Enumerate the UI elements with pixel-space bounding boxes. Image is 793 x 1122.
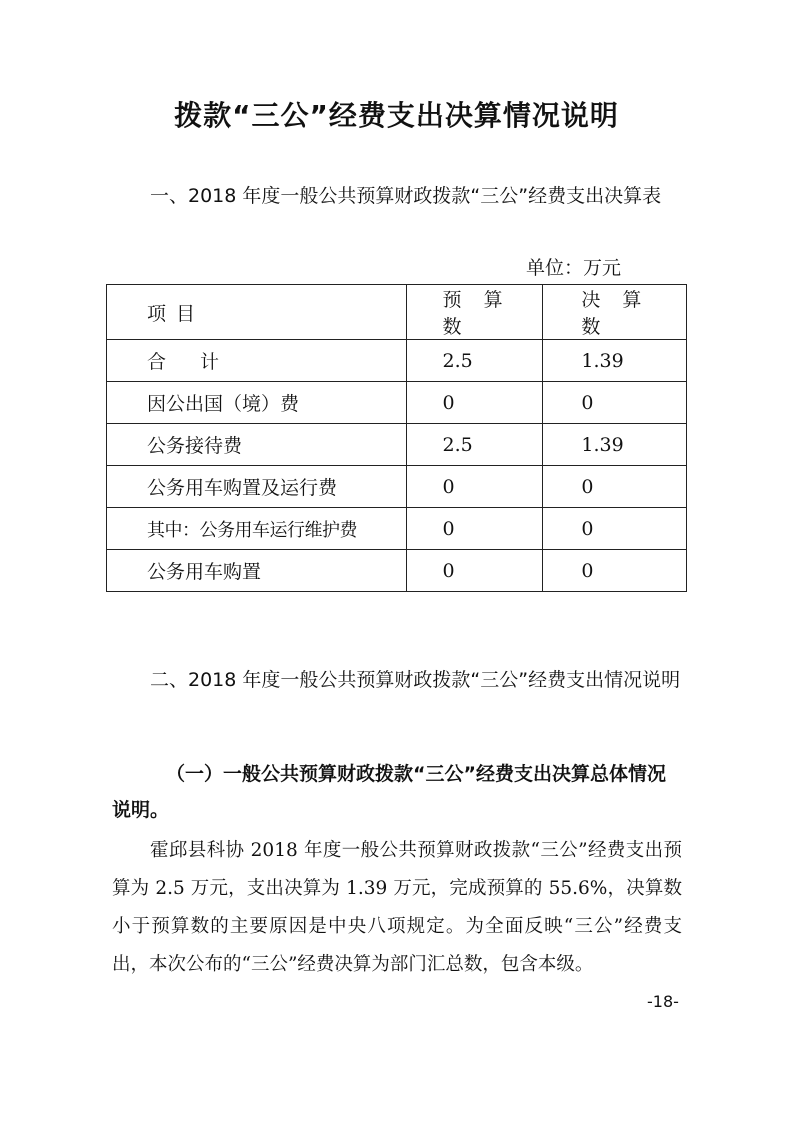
row-final: 1.39 <box>543 424 687 466</box>
row-item: 合 计 <box>107 340 407 382</box>
row-item: 公务用车购置及运行费 <box>107 466 407 508</box>
section1-heading: 一、2018 年度一般公共预算财政拨款“三公”经费支出决算表 <box>150 185 662 207</box>
section2-subheading: （一）一般公共预算财政拨款“三公”经费支出决算总体情况说明。 <box>112 763 666 821</box>
unit-label: 单位：万元 <box>526 257 622 279</box>
table-row <box>107 550 687 592</box>
page-number: -18- <box>647 992 679 1011</box>
header-item: 项 目 <box>107 285 407 340</box>
row-final: 0 <box>543 550 687 592</box>
row-final: 0 <box>543 466 687 508</box>
table-header-row <box>107 285 687 340</box>
three-public-expenses-table <box>106 284 687 592</box>
table-row <box>107 508 687 550</box>
row-budget: 0 <box>406 382 543 424</box>
row-budget: 0 <box>406 508 543 550</box>
section2-heading: 二、2018 年度一般公共预算财政拨款“三公”经费支出情况说明 <box>150 669 681 691</box>
header-budget: 预 算 数 <box>406 285 543 340</box>
row-budget: 2.5 <box>406 340 543 382</box>
table-row <box>107 382 687 424</box>
row-budget: 0 <box>406 466 543 508</box>
row-final: 1.39 <box>543 340 687 382</box>
table-row <box>107 340 687 382</box>
row-item: 因公出国（境）费 <box>107 382 407 424</box>
row-item: 其中：公务用车运行维护费 <box>107 508 407 550</box>
header-final: 决 算 数 <box>543 285 687 340</box>
row-item: 公务用车购置 <box>107 550 407 592</box>
table-row <box>107 424 687 466</box>
row-item: 公务接待费 <box>107 424 407 466</box>
table-row <box>107 466 687 508</box>
row-budget: 2.5 <box>406 424 543 466</box>
row-final: 0 <box>543 382 687 424</box>
section2-body: 霍邱县科协 2018 年度一般公共预算财政拨款“三公”经费支出预算为 2.5 万元，支出决算为 1.39 万元，完成预算的 55.6%，决算数小于预算数的主要原因是中央八项规定。为全面反映“三公”经费支出，本次公布的“三公”经费决算为部门汇总数，包含本级。 <box>112 839 682 975</box>
row-budget: 0 <box>406 550 543 592</box>
row-final: 0 <box>543 508 687 550</box>
document-title: 拨款“三公”经费支出决算情况说明 <box>174 99 619 132</box>
